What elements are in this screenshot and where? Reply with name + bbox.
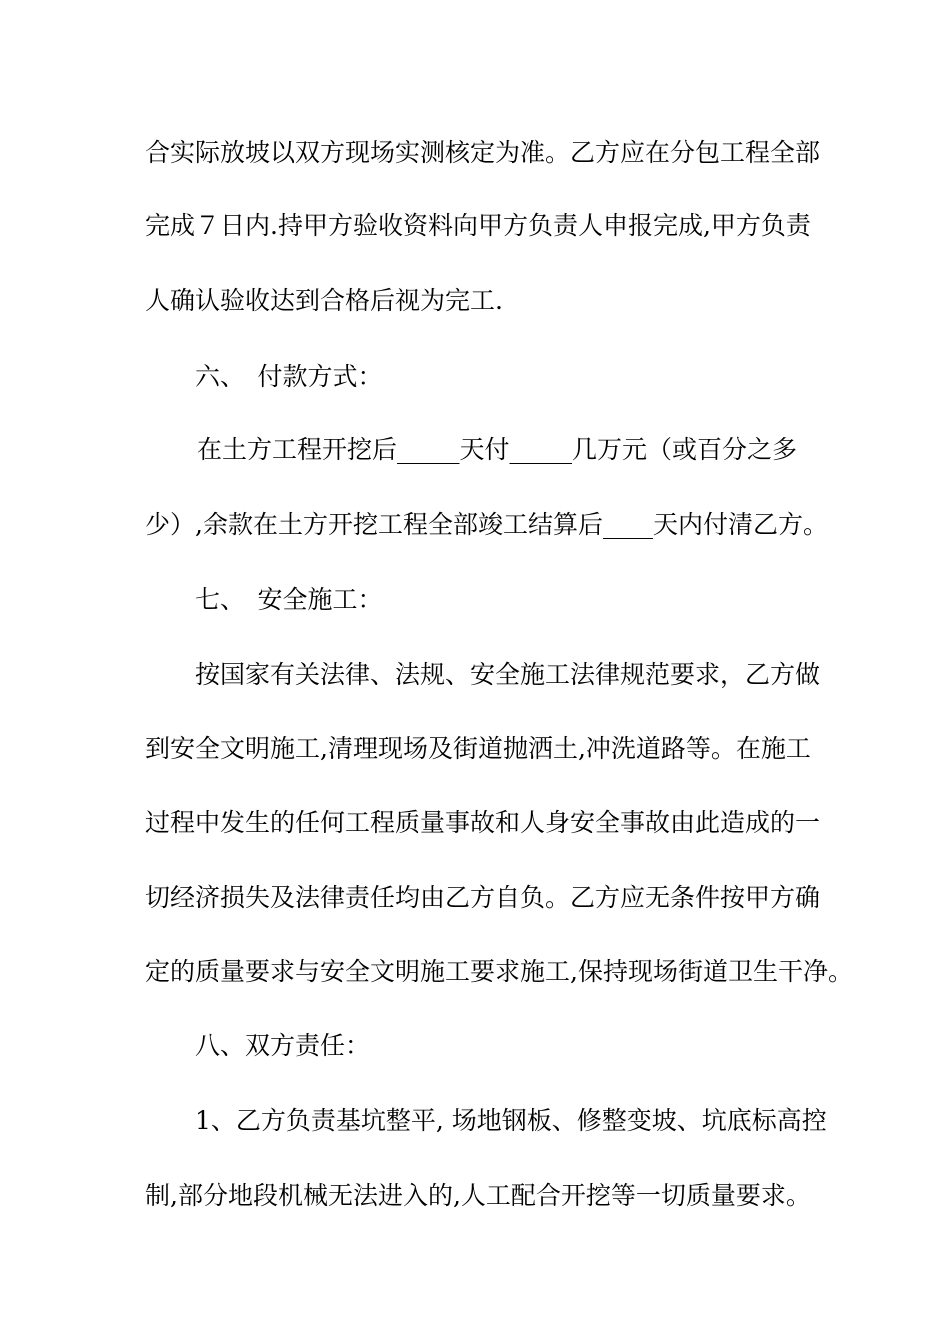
paragraph-line: 到安全文明施工,清理现场及街道抛洒土,冲洗道路等。在施工 — [145, 734, 811, 763]
section-heading-payment: 六、 付款方式： — [195, 362, 383, 391]
section-heading-safety: 七、 安全施工： — [195, 585, 383, 614]
paragraph-line: 合实际放坡以双方现场实测核定为准。乙方应在分包工程全部 — [145, 138, 821, 167]
paragraph-line: 定的质量要求与安全文明施工要求施工,保持现场街道卫生干净。 — [145, 957, 853, 986]
paragraph-line: 制,部分地段机械无法进入的,人工配合开挖等一切质量要求。 — [145, 1181, 811, 1210]
paragraph-line: 过程中发生的任何工程质量事故和人身安全事故由此造成的一 — [145, 808, 821, 837]
paragraph-line: 在土方工程开挖后_____天付_____几万元（或百分之多 — [197, 435, 798, 464]
paragraph-line: 完成７日内.持甲方验收资料向甲方负责人申报完成,甲方负责 — [145, 211, 811, 240]
paragraph-line: 少）,余款在土方开挖工程全部竣工结算后____天内付清乙方。 — [145, 510, 828, 539]
paragraph-line: 按国家有关法律、法规、安全施工法律规范要求，乙方做 — [195, 660, 821, 689]
paragraph-line: 1、乙方负责基坑整平, 场地钢板、修整变坡、坑底标高控 — [195, 1106, 827, 1135]
section-heading-responsibilities: 八、双方责任： — [195, 1031, 371, 1060]
paragraph-line: 切经济损失及法律责任均由乙方自负。乙方应无条件按甲方确 — [145, 883, 821, 912]
paragraph-line: 人确认验收达到合格后视为完工. — [145, 286, 503, 315]
